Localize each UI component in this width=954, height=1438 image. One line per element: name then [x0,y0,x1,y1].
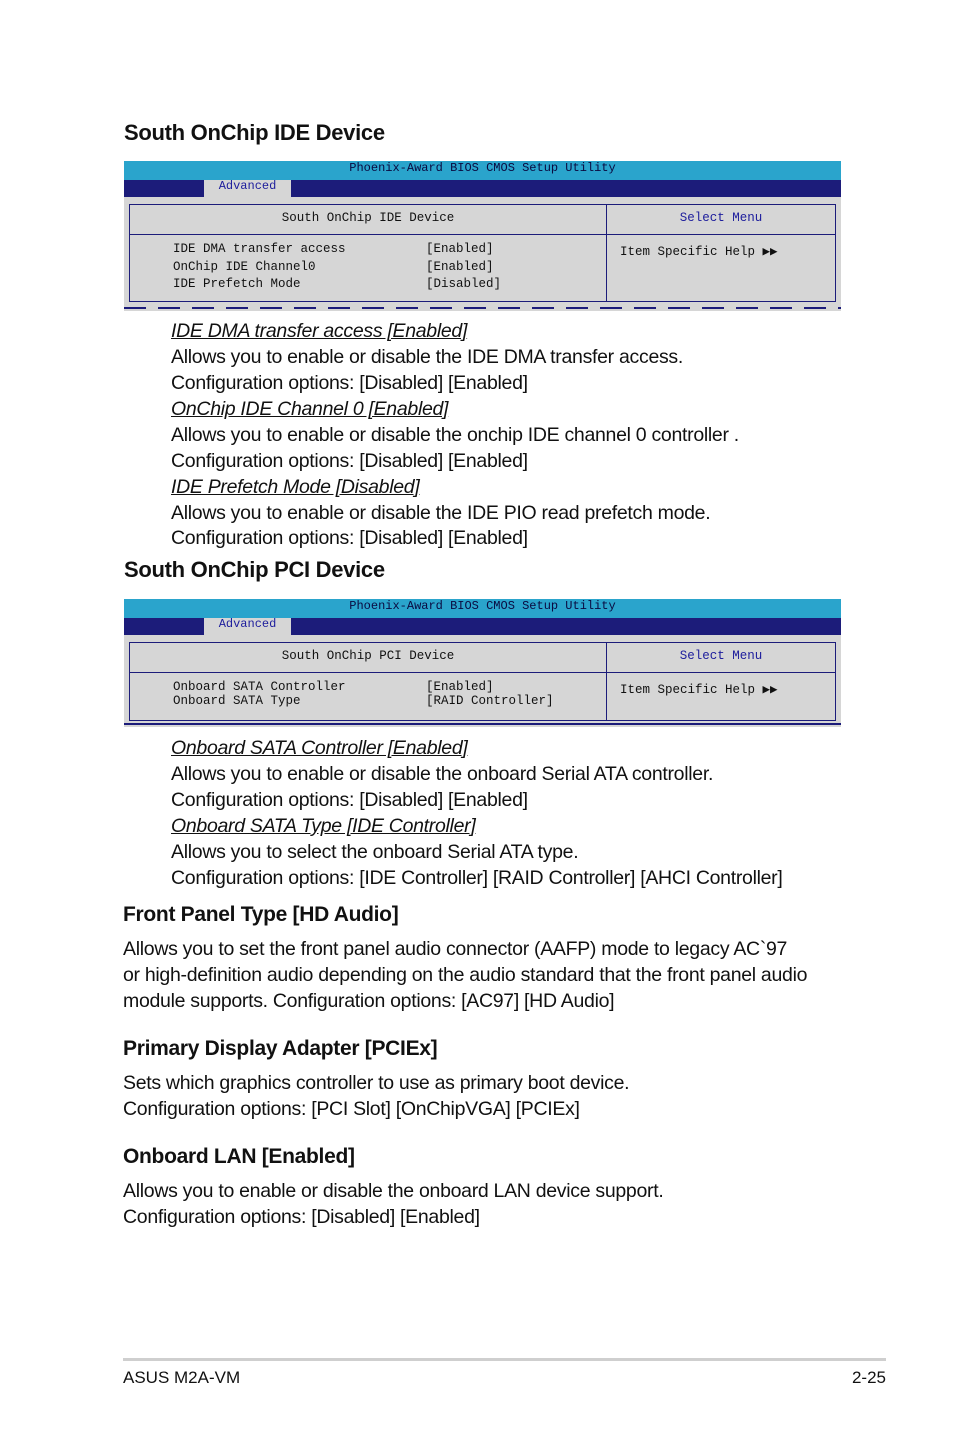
paragraph-line: Allows you to set the front panel audio connector (AAFP) mode to legacy AC`97 [123,938,788,960]
bios-help-title: Select Menu [679,649,763,663]
bios-option-value[interactable]: [RAID Controller] [426,694,554,708]
section-heading-pci: South OnChip PCI Device [124,557,385,582]
bios-option-name[interactable]: OnChip IDE Channel0 [173,260,316,274]
bios-title-bar: Phoenix-Award BIOS CMOS Setup Utility [124,599,841,618]
bios-panel-title: South OnChip PCI Device [281,649,455,663]
item-title: OnChip IDE Channel 0 [Enabled] [171,398,449,420]
bios-panel-title: South OnChip IDE Device [281,211,455,225]
item-title: IDE DMA transfer access [Enabled] [171,320,468,342]
bios-frame [129,642,836,721]
paragraph-line: module supports. Configuration options: [AC97] [HD Audio] [123,990,615,1012]
section-heading-ide: South OnChip IDE Device [124,120,385,145]
bios-menu-bar [124,180,841,197]
item-title: Onboard SATA Type [IDE Controller] [171,815,476,837]
bios-option-value[interactable]: [Disabled] [426,277,502,291]
bios-help-title: Select Menu [679,211,763,225]
bios-divider [130,672,835,673]
section-heading-primary-display: Primary Display Adapter [PCIEx] [123,1037,438,1060]
section-heading-onboard-lan: Onboard LAN [Enabled] [123,1145,355,1168]
item-title: Onboard SATA Controller [Enabled] [171,737,468,759]
item-description: Allows you to enable or disable the onchip IDE channel 0 controller . [171,424,739,446]
bios-title-bar: Phoenix-Award BIOS CMOS Setup Utility [124,161,841,180]
paragraph-line: Allows you to enable or disable the onboard LAN device support. [123,1180,664,1202]
bios-tab-advanced[interactable]: Advanced [204,180,291,197]
item-config: Configuration options: [Disabled] [Enabled] [171,789,528,811]
item-title: IDE Prefetch Mode [Disabled] [171,476,420,498]
bios-help-text: Item Specific Help ▶▶ [620,245,778,259]
paragraph-line: or high-definition audio depending on the audio standard that the front panel audio [123,964,808,986]
bios-frame [129,204,836,302]
item-description: Allows you to select the onboard Serial ATA type. [171,841,579,863]
footer-page-number: 2-25 [851,1368,886,1387]
bios-option-name[interactable]: IDE Prefetch Mode [173,277,301,291]
item-config: Configuration options: [IDE Controller] [RAID Controller] [AHCI Controller] [171,867,783,889]
bios-option-value[interactable]: [Enabled] [426,260,494,274]
primary-display-description [123,1070,843,1122]
item-config: Configuration options: [Disabled] [Enabled] [171,450,528,472]
item-description: Allows you to enable or disable the onboard Serial ATA controller. [171,763,714,785]
item-description: Allows you to enable or disable the IDE DMA transfer access. [171,346,684,368]
paragraph-line: Configuration options: [PCI Slot] [OnChipVGA] [PCIEx] [123,1098,580,1120]
item-config: Configuration options: [Disabled] [Enabled] [171,372,528,394]
footer-rule [123,1358,886,1361]
onboard-lan-description [123,1178,843,1230]
bios-menu-bar [124,618,841,635]
item-config: Configuration options: [Disabled] [Enabled] [171,527,528,549]
paragraph-line: Sets which graphics controller to use as primary boot device. [123,1072,630,1094]
bios-option-value[interactable]: [Enabled] [426,242,494,256]
bios-option-value[interactable]: [Enabled] [426,680,494,694]
bios-option-name[interactable]: Onboard SATA Type [173,694,301,708]
front-panel-description [123,936,843,1014]
bios-screen-ide [124,161,841,311]
section-heading-front-panel: Front Panel Type [HD Audio] [123,903,399,926]
bios-option-name[interactable]: IDE DMA transfer access [173,242,346,256]
bios-tab-advanced[interactable]: Advanced [204,618,291,635]
item-description: Allows you to enable or disable the IDE PIO read prefetch mode. [171,502,711,524]
bios-screen-pci [124,599,841,727]
bios-bottom-border [124,723,841,725]
bios-help-text: Item Specific Help ▶▶ [620,683,778,697]
bios-bottom-border [124,307,841,309]
bios-option-name[interactable]: Onboard SATA Controller [173,680,346,694]
paragraph-line: Configuration options: [Disabled] [Enabled] [123,1206,480,1228]
footer-product-name: ASUS M2A-VM [123,1368,241,1387]
bios-divider [130,234,835,235]
